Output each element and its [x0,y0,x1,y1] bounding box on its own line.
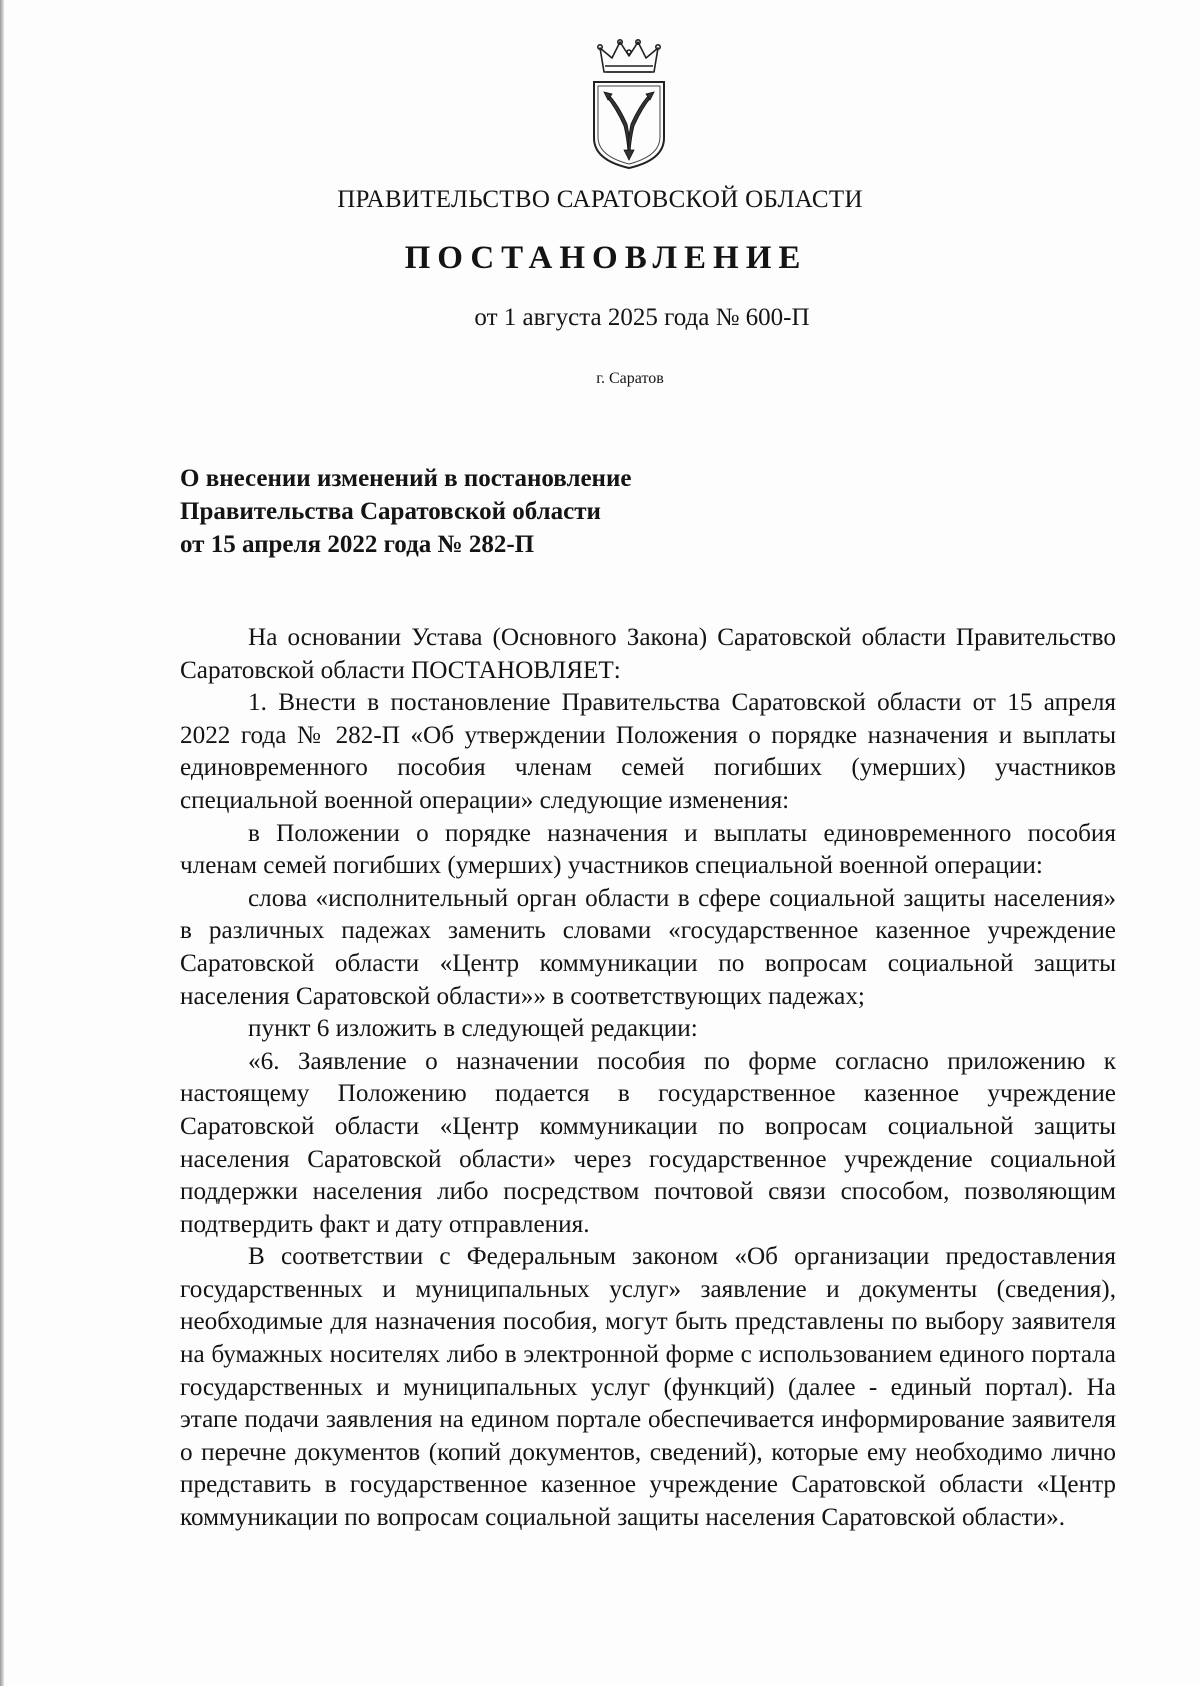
body-paragraph: в Положении о порядке назначения и выплаты единовременного пособия членам семей погибших (умерших) участников специальной военной операции: [180,819,1116,880]
document-subject [180,462,631,561]
body-paragraph: «6. Заявление о назначении пособия по форме согласно приложению к настоящему Положению подается в государственное казенное учреждение Саратовской области «Центр коммуникации по вопросам социальной защиты населения Саратовской области» через государственное учреждение социальной поддержки населения либо посредством почтовой связи способом, позволяющим подтвердить факт и дату отправления. [180,1047,1116,1238]
body-paragraph: В соответствии с Федеральным законом «Об организации предоставления государственных и муниципальных услуг» заявление и документы (сведения), необходимые для назначения пособия, могут быть представлены по выбору заявителя на бумажных носителях либо в электронной форме с использованием единого портала государственных и муниципальных услуг (функций) (далее - единый портал). На этапе подачи заявления на едином портале обеспечивается информирование заявителя о перечне документов (копий документов, сведений), которые ему необходимо лично представить в государственное казенное учреждение Саратовской области «Центр коммуникации по вопросам социальной защиты населения Саратовской области». [180,1243,1116,1532]
body-paragraph: На основании Устава (Основного Закона) Саратовской области Правительство Саратовской области ПОСТАНОВЛЯЕТ: [180,624,1116,684]
document-body [180,622,1116,1535]
body-paragraph: 1. Внести в постановление Правительства Саратовской области от 15 апреля 2022 года № 282-П «Об утверждении Положения о порядке назначения и выплаты единовременного пособия членам семей погибших (умерших) участников специальной военной операции» следующие изменения: [180,689,1116,814]
body-paragraph: пункт 6 изложить в следующей редакции: [248,1015,698,1043]
document-date-number: от 1 августа 2025 года № 600-П [474,304,810,331]
subject-line: Правительства Саратовской области [180,498,601,525]
subject-line: от 15 апреля 2022 года № 282-П [180,531,535,558]
document-city: г. Саратов [596,370,664,387]
document-type-title: ПОСТАНОВЛЕНИЕ [404,240,808,276]
subject-line: О внесении изменений в постановление [180,465,632,492]
body-paragraph: слова «исполнительный орган области в сфере социальной защиты населения» в различных падежах заменить словами «государственное казенное учреждение Саратовской области «Центр коммуникации по вопросам социальной защиты населения Саратовской области»» в соответствующих падежах; [180,884,1116,1010]
organization-title: ПРАВИТЕЛЬСТВО САРАТОВСКОЙ ОБЛАСТИ [337,186,863,213]
coat-of-arms-icon [590,38,668,170]
